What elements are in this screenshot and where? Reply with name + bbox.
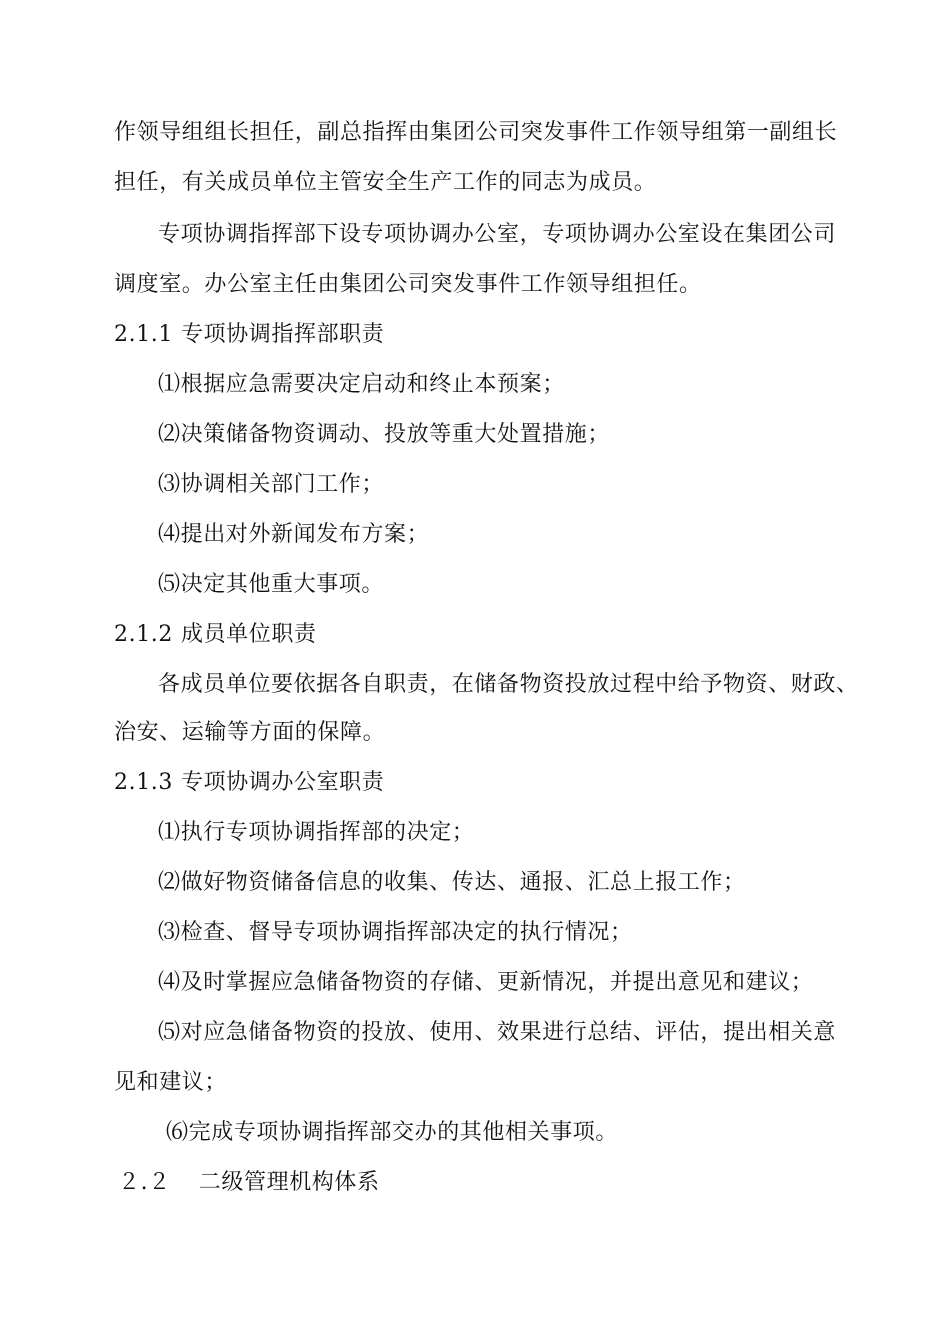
section-number: 2.1.1: [114, 322, 173, 347]
section-heading-2-2: [118, 1168, 380, 1198]
section-number: 2.1.2: [114, 622, 173, 647]
section-heading-2-1-2: [114, 620, 317, 650]
list-item: ⑵决策储备物资调动、投放等重大处置措施；: [158, 422, 611, 447]
section-heading-2-1-1: [114, 320, 384, 350]
list-item-continuation: 见和建议；: [114, 1070, 228, 1095]
paragraph-line: 调度室。办公室主任由集团公司突发事件工作领导组担任。: [114, 272, 702, 297]
list-item: ⑶检查、督导专项协调指挥部决定的执行情况；: [158, 920, 633, 945]
paragraph-line: 担任，有关成员单位主管安全生产工作的同志为成员。: [114, 170, 657, 195]
section-title: 成员单位职责: [180, 622, 317, 647]
paragraph-line: 作领导组组长担任，副总指挥由集团公司突发事件工作领导组第一副组长: [114, 120, 838, 145]
list-item: ⑹完成专项协调指挥部交办的其他相关事项。: [166, 1120, 619, 1145]
section-title: 二级管理机构体系: [198, 1170, 380, 1195]
section-number: 2.1.3: [114, 770, 173, 795]
list-item: ⑴执行专项协调指挥部的决定；: [158, 820, 475, 845]
section-heading-2-1-3: [114, 768, 384, 798]
list-item: ⑵做好物资储备信息的收集、传达、通报、汇总上报工作；: [158, 870, 746, 895]
list-item: ⑸对应急储备物资的投放、使用、效果进行总结、评估，提出相关意: [158, 1020, 837, 1045]
list-item: ⑷提出对外新闻发布方案；: [158, 522, 430, 547]
list-item: ⑶协调相关部门工作；: [158, 472, 385, 497]
section-title: 专项协调指挥部职责: [180, 322, 385, 347]
paragraph-line: 各成员单位要依据各自职责，在储备物资投放过程中给予物资、财政、: [158, 672, 859, 697]
list-item: ⑸决定其他重大事项。: [158, 572, 385, 597]
paragraph-line: 专项协调指挥部下设专项协调办公室，专项协调办公室设在集团公司: [158, 222, 837, 247]
section-number: ２.２: [118, 1170, 171, 1195]
list-item: ⑷及时掌握应急储备物资的存储、更新情况，并提出意见和建议；: [158, 970, 814, 995]
section-title: 专项协调办公室职责: [180, 770, 385, 795]
paragraph-line: 治安、运输等方面的保障。: [114, 720, 386, 745]
list-item: ⑴根据应急需要决定启动和终止本预案；: [158, 372, 565, 397]
